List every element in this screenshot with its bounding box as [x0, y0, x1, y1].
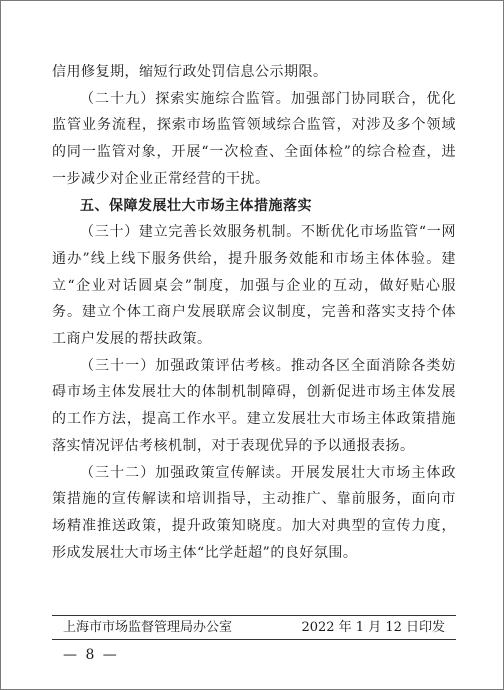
paragraph-text: 信用修复期，缩短行政处罚信息公示期限。 — [52, 64, 328, 80]
item-title: （二十九）探索实施综合监管。 — [80, 90, 291, 107]
paragraph-item-30 — [52, 219, 456, 353]
body-text — [52, 59, 456, 566]
page-number: — 8 — — [63, 647, 119, 663]
paragraph-continuation — [52, 59, 456, 86]
paragraph-text: 不断优化市场监管“一网通办”线上线下服务供给，提升服务效能和市场主体体验。建立“企业对话圆桌会”制度，加强与企业的互动，做好贴心服务。建立个体工商户发展联席会议制度，完善和落实支持个体工商户发展的帮扶政策。 — [52, 224, 456, 348]
footer-divider-bottom — [52, 639, 456, 640]
paragraph-item-32 — [52, 460, 456, 567]
item-title: （三十）建立完善长效服务机制。 — [80, 224, 301, 241]
item-title: （三十二）加强政策宣传解读。 — [80, 464, 291, 481]
issuer-name: 上海市市场监督管理局办公室 — [63, 620, 233, 635]
issue-date: 2022 年 1 月 12 日印发 — [301, 620, 445, 635]
paragraph-text: 开展发展壮大市场主体政策措施的宣传解读和培训指导，主动推广、靠前服务，面向市场精准推送政策，提升政策知晓度。加大对典型的宣传力度，形成发展壮大市场主体“比学赶超”的良好氛围。 — [52, 464, 456, 561]
paragraph-text: 加强部门协同联合，优化监管业务流程，探索市场监管领域综合监管，对涉及多个领域的同一监管对象，开展“一次检查、全面体检”的综合检查，进一步减少对企业正常经营的干扰。 — [52, 90, 456, 187]
item-title: （三十一）加强政策评估考核。 — [80, 357, 291, 374]
footer-divider-top — [52, 615, 456, 616]
section-heading: 五、保障发展壮大市场主体措施落实 — [80, 197, 312, 214]
paragraph-text: 推动各区全面消除各类妨碍市场主体发展壮大的体制机制障碍，创新促进市场主体发展的工作方法，提高工作水平。建立发展壮大市场主体政策措施落实情况评估考核机制，对于表现优异的予以通报表扬。 — [52, 357, 456, 454]
paragraph-item-29 — [52, 86, 456, 193]
paragraph-item-31 — [52, 353, 456, 460]
